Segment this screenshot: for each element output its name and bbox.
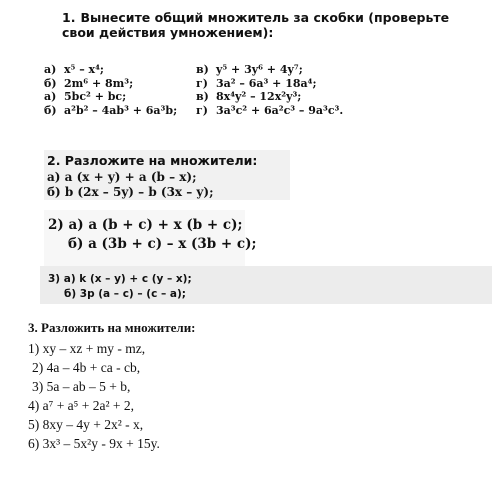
- exercise-1-right-cell: [196, 77, 317, 91]
- item-label: г): [196, 103, 208, 117]
- item-label: б): [44, 76, 57, 90]
- exercise-2-title: 2. Разложите на множители:: [47, 153, 258, 168]
- exercise-1-title: [62, 10, 462, 40]
- exercise-5-item: 4) a⁷ + a⁵ + 2a² + 2,: [28, 398, 135, 413]
- exercise-1-grid: [44, 63, 464, 117]
- item-label: б): [44, 103, 57, 117]
- exercise-3-line: б) a (3b + c) – x (3b + c);: [68, 236, 257, 252]
- exercise-1-number: 1.: [62, 10, 76, 25]
- exercise-1-right-cell: [196, 104, 343, 118]
- item-label: г): [196, 76, 208, 90]
- exercise-5-item: 1) xy – xz + my - mz,: [28, 341, 146, 356]
- exercise-1-left-cell: [44, 104, 196, 118]
- exercise-3-line: 2) а) a (b + c) + x (b + c);: [48, 217, 243, 233]
- item-label: а): [44, 90, 57, 103]
- exercise-1-text: Вынесите общий множитель за скобки (проверьте свои действия умножением):: [62, 10, 450, 40]
- expression: 3a³c² + 6a²c³ – 9a³c³.: [216, 103, 344, 117]
- exercise-1-row: [44, 90, 464, 104]
- exercise-1-right-cell: [196, 90, 301, 104]
- exercise-1-row: [44, 63, 464, 77]
- exercise-2-line: б) b (2x – 5y) – b (3x – y);: [47, 185, 214, 199]
- expression: 8x⁴y² – 12x²y³;: [216, 90, 302, 103]
- expression: x⁵ – x⁴;: [64, 63, 104, 76]
- exercise-2-line: а) a (x + y) + a (b – x);: [47, 170, 197, 184]
- item-label: а): [44, 63, 57, 76]
- exercise-5-item: 5) 8xy – 4y + 2x² - x,: [28, 417, 144, 432]
- expression: 2m⁶ + 8m³;: [64, 76, 134, 90]
- expression: a²b² – 4ab³ + 6a³b;: [64, 103, 178, 117]
- exercise-1-row: [44, 77, 464, 91]
- exercise-1-left-cell: [44, 90, 196, 104]
- exercise-4-line: 3) а) k (x – y) + c (y – x);: [48, 273, 192, 285]
- item-label: в): [196, 90, 209, 103]
- exercise-5-item: 6) 3x³ – 5x²y - 9x + 15y.: [28, 436, 160, 451]
- exercise-1-left-cell: [44, 77, 196, 91]
- exercise-1-right-cell: [196, 63, 303, 77]
- exercise-1-row: [44, 104, 464, 118]
- item-label: в): [196, 63, 209, 76]
- exercise-4-line: б) 3p (a – c) – (c – a);: [64, 288, 186, 300]
- exercise-5-title: 3. Разложить на множители:: [28, 320, 196, 335]
- expression: 5bc² + bc;: [64, 90, 127, 103]
- exercise-1-left-cell: [44, 63, 196, 77]
- expression: y⁵ + 3y⁶ + 4y⁷;: [216, 63, 303, 76]
- exercise-5-item: 2) 4a – 4b + ca - cb,: [32, 360, 141, 375]
- expression: 3a² – 6a³ + 18a⁴;: [216, 76, 317, 90]
- exercise-5-item: 3) 5a – ab – 5 + b,: [32, 379, 131, 394]
